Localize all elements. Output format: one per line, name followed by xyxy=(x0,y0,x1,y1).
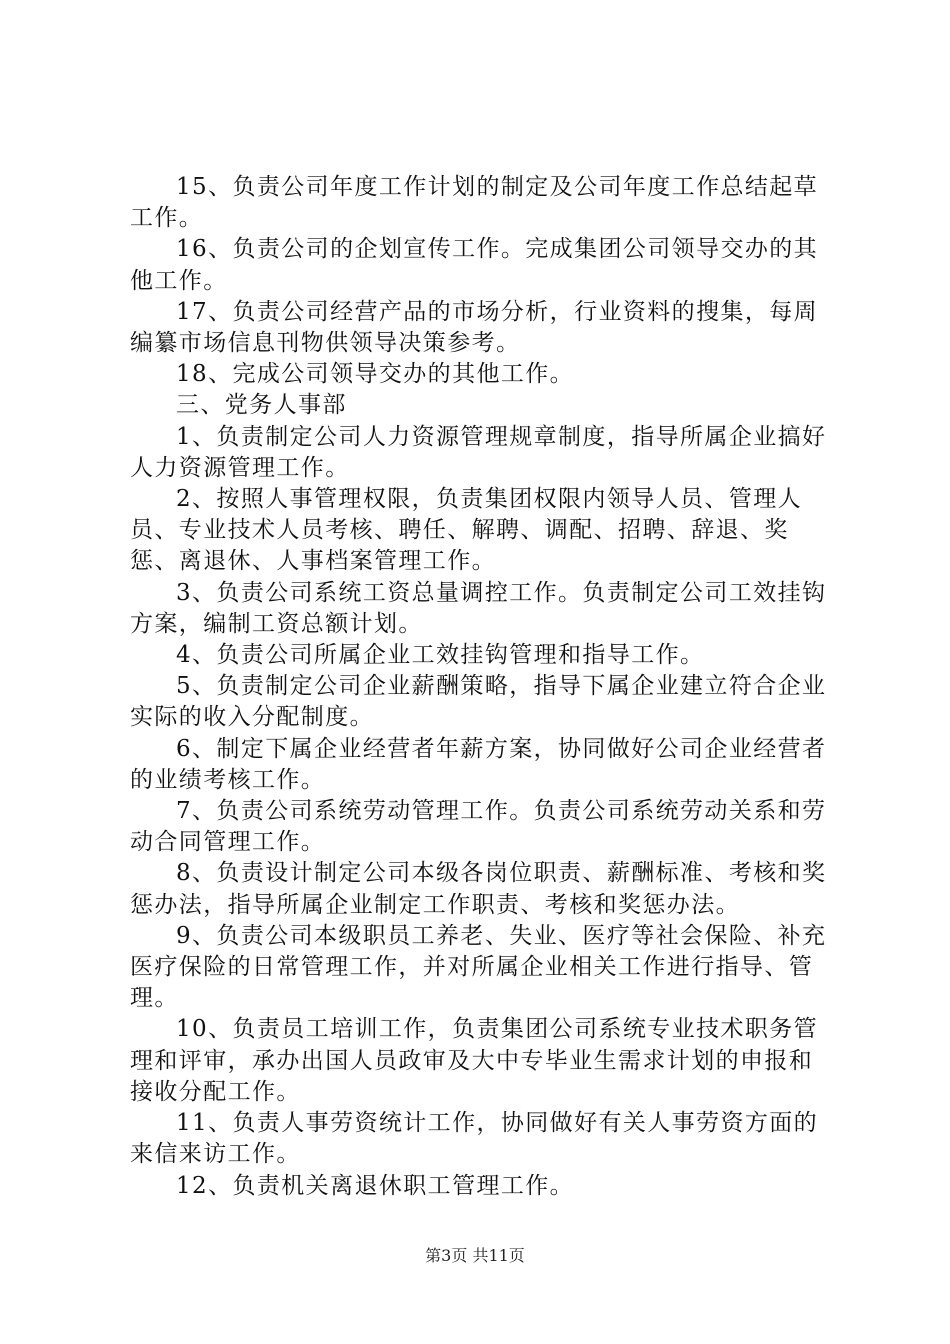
paragraph-hr-4: 4、负责公司所属企业工效挂钩管理和指导工作。 xyxy=(176,642,705,669)
section-heading-party-hr: 三、党务人事部 xyxy=(176,392,347,419)
paragraph-hr-10: 10、负责员工培训工作，负责集团公司系统专业技术职务管理和评审，承办出国人员政审及大中专毕业生需求计划的申报和接收分配工作。 xyxy=(130,1016,819,1105)
paragraph-hr-8: 8、负责设计制定公司本级各岗位职责、薪酬标准、考核和奖惩办法，指导所属企业制定工作职责、考核和奖惩办法。 xyxy=(130,860,827,918)
paragraph-18: 18、完成公司领导交办的其他工作。 xyxy=(176,361,575,388)
paragraph-hr-9: 9、负责公司本级职员工养老、失业、医疗等社会保险、补充医疗保险的日常管理工作，并对所属企业相关工作进行指导、管理。 xyxy=(130,922,827,1012)
paragraph-hr-3: 3、负责公司系统工资总量调控工作。负责制定公司工效挂钩方案，编制工资总额计划。 xyxy=(130,579,827,637)
paragraph-17: 17、负责公司经营产品的市场分析，行业资料的搜集，每周编纂市场信息刊物供领导决策参考。 xyxy=(130,298,819,357)
paragraph-15: 15、负责公司年度工作计划的制定及公司年度工作总结起草工作。 xyxy=(130,174,819,232)
paragraph-hr-11: 11、负责人事劳资统计工作，协同做好有关人事劳资方面的来信来访工作。 xyxy=(130,1110,819,1168)
paragraph-hr-6: 6、制定下属企业经营者年薪方案，协同做好公司企业经营者的业绩考核工作。 xyxy=(130,735,827,793)
paragraph-hr-7: 7、负责公司系统劳动管理工作。负责公司系统劳动关系和劳动合同管理工作。 xyxy=(130,798,827,856)
page-number: 第3页 共11页 xyxy=(425,1246,525,1265)
paragraph-hr-12: 12、负责机关离退休职工管理工作。 xyxy=(176,1172,575,1199)
page-footer xyxy=(0,1243,950,1266)
paragraph-16: 16、负责公司的企划宣传工作。完成集团公司领导交办的其他工作。 xyxy=(130,236,819,294)
document-body xyxy=(130,172,830,1202)
paragraph-hr-1: 1、负责制定公司人力资源管理规章制度，指导所属企业搞好人力资源管理工作。 xyxy=(130,423,827,481)
paragraph-hr-5: 5、负责制定公司企业薪酬策略，指导下属企业建立符合企业实际的收入分配制度。 xyxy=(130,673,827,731)
paragraph-hr-2: 2、按照人事管理权限，负责集团权限内领导人员、管理人员、专业技术人员考核、聘任、解聘、调配、招聘、辞退、奖惩、离退休、人事档案管理工作。 xyxy=(130,486,803,575)
